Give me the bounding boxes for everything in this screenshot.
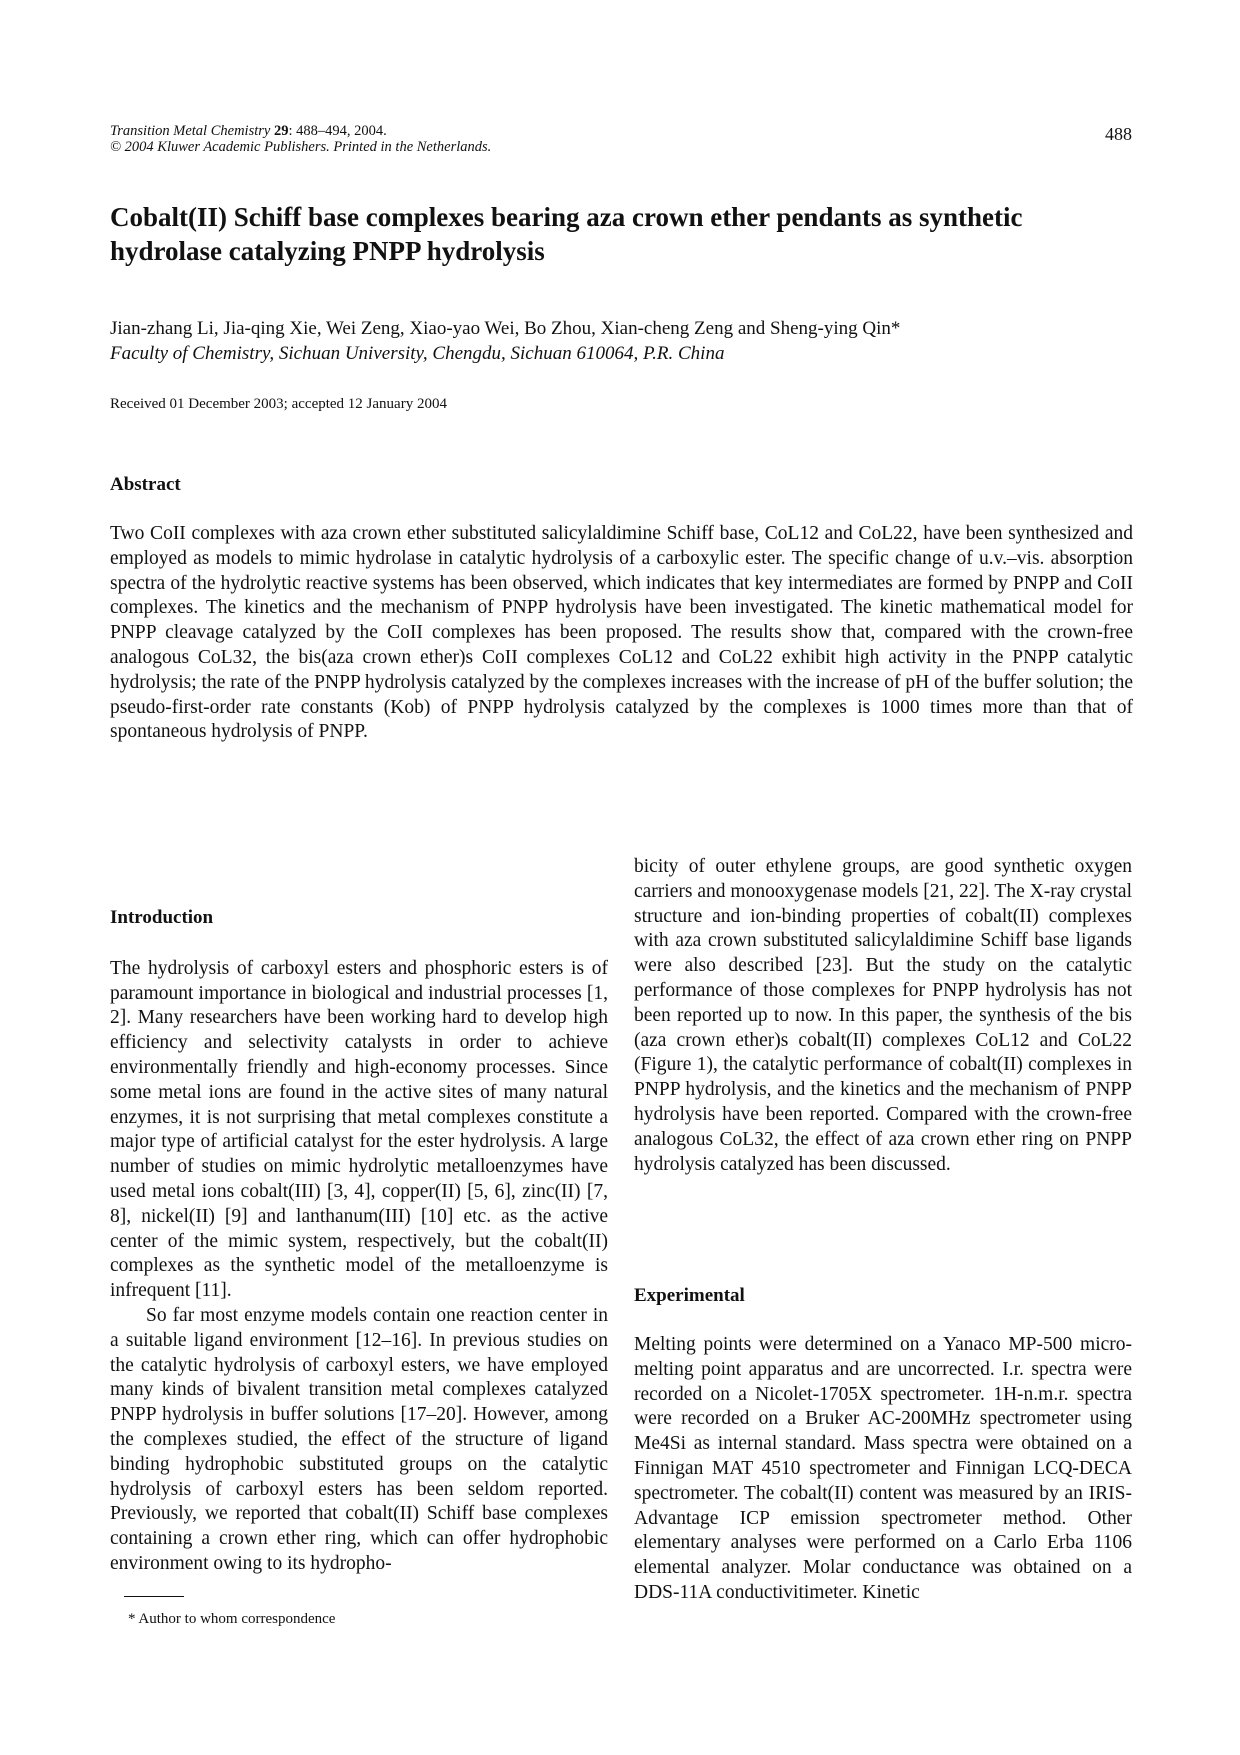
introduction-paragraph-2: So far most enzyme models contain one reaction center in a suitable ligand environment [12–16]. In previous studies on the catalytic hydrolysis of carboxyl esters, we have employed many kinds of bivalent transition metal complexes catalyzed PNPP hydrolysis in buffer solutions [17–20]. However, among the complexes studied, the effect of the structure of ligand binding hydrophobic substituted groups on the catalytic hydrolysis of carboxyl esters has been seldom reported. Previously, we reported that cobalt(II) Schiff base complexes containing a crown ether ring, which can offer hydrophobic environment owing to its hydropho- — [110, 1304, 608, 1574]
copyright-line: © 2004 Kluwer Academic Publishers. Printed in the Netherlands. — [110, 139, 492, 155]
journal-citation — [110, 123, 491, 155]
article-title: Cobalt(II) Schiff base complexes bearing aza crown ether pendants as synthetic hydrolase catalyzing PNPP hydrolysis — [110, 202, 1023, 266]
footnote-divider — [124, 1596, 184, 1597]
left-column — [110, 906, 608, 1577]
abstract-heading: Abstract — [110, 474, 181, 495]
page-number: 488 — [1105, 124, 1132, 144]
journal-name: Transition Metal Chemistry — [110, 123, 271, 139]
abstract-text: Two CoII complexes with aza crown ether substituted salicylaldimine Schiff base, CoL12 and CoL22, have been synthesized and employed as models to mimic hydrolase in catalytic hydrolysis of a carboxylic ester. The specific change of u.v.–vis. absorption spectra of the hydrolytic reactive systems has been observed, which indicates that key intermediates are formed by PNPP and CoII complexes. The kinetics and the mechanism of PNPP hydrolysis have been investigated. The kinetic mathematical model for PNPP cleavage catalyzed by the CoII complexes has been proposed. The results show that, compared with the crown-free analogous CoL32, the bis(aza crown ether)s CoII complexes CoL12 and CoL22 exhibit high activity in the PNPP catalytic hydrolysis; the rate of the PNPP hydrolysis catalyzed by the complexes increases with the increase of pH of the buffer solution; the pseudo-first-order rate constants (Kob) of PNPP hydrolysis catalyzed by the complexes is 1000 times more than that of spontaneous hydrolysis of PNPP. — [110, 523, 1133, 743]
author-list: Jian-zhang Li, Jia-qing Xie, Wei Zeng, Xiao-yao Wei, Bo Zhou, Xian-cheng Zeng and Sheng-ying Qin* — [110, 318, 901, 339]
footnote: * Author to whom correspondence — [128, 1611, 336, 1627]
introduction-paragraph-3: bicity of outer ethylene groups, are good synthetic oxygen carriers and monooxygenase models [21, 22]. The X-ray crystal structure and ion-binding properties of cobalt(II) complexes with aza crown substituted salicylaldimine Schiff base ligands were also described [23]. But the study on the catalytic performance of those complexes for PNPP hydrolysis has not been reported up to now. In this paper, the synthesis of the bis (aza crown ether)s cobalt(II) complexes CoL12 and CoL22 (Figure 1), the catalytic performance of cobalt(II) complexes in PNPP hydrolysis, and the kinetics and the mechanism of PNPP hydrolysis have been reported. Compared with the crown-free analogous CoL32, the effect of aza crown ether ring on PNPP hydrolysis catalyzed has been discussed. — [634, 856, 1132, 1175]
experimental-text: Melting points were determined on a Yanaco MP-500 micro-melting point apparatus and are uncorrected. I.r. spectra were recorded on a Nicolet-1705X spectrometer. 1H-n.m.r. spectra were recorded on a Bruker AC-200MHz spectrometer using Me4Si as internal standard. Mass spectra were obtained on a Finnigan MAT 4510 spectrometer and Finnigan LCQ-DECA spectrometer. The cobalt(II) content was measured by an IRIS-Advantage ICP emission spectrometer method. Other elementary analyses were performed on a Carlo Erba 1106 elemental analyzer. Molar conductance was obtained on a DDS-11A conductivitimeter. Kinetic — [634, 1334, 1132, 1603]
received-dates: Received 01 December 2003; accepted 12 January 2004 — [110, 396, 447, 412]
introduction-paragraph-1: The hydrolysis of carboxyl esters and phosphoric esters is of paramount importance in biological and industrial processes [1, 2]. Many researchers have been working hard to develop high efficiency and selectivity catalysts in order to achieve environmentally friendly and high-economy processes. Since some metal ions are found in the active sites of many natural enzymes, it is not surprising that metal complexes constitute a major type of artificial catalyst for the ester hydrolysis. A large number of studies on mimic hydrolytic metalloenzymes have used metal ions cobalt(III) [3, 4], copper(II) [5, 6], zinc(II) [7, 8], nickel(II) [9] and lanthanum(III) [10] etc. as the active center of the mimic system, respectively, but the cobalt(II) complexes as the synthetic model of the metalloenzyme is infrequent [11]. — [110, 957, 608, 1302]
introduction-heading: Introduction — [110, 907, 214, 928]
right-column — [634, 855, 1132, 1177]
journal-pages-year: : 488–494, 2004. — [288, 123, 387, 139]
journal-volume: 29 — [273, 123, 289, 139]
affiliation: Faculty of Chemistry, Sichuan University, Chengdu, Sichuan 610064, P.R. China — [110, 343, 725, 364]
experimental-heading: Experimental — [634, 1285, 745, 1306]
